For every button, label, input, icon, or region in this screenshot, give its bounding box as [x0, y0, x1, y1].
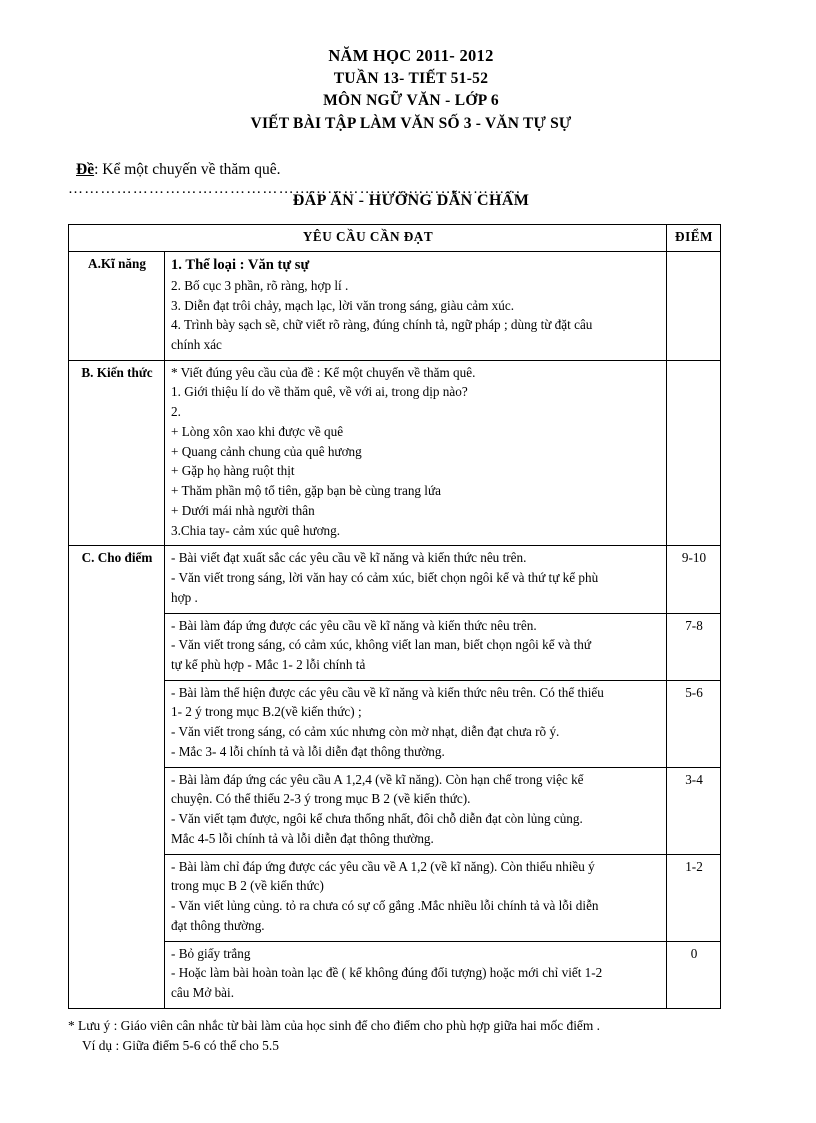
row-line: - Văn viết trong sáng, lời văn hay có cảm xúc, biết chọn ngôi kể và thứ tự kể phù: [171, 570, 599, 586]
row-line: trong mục B 2 (về kiến thức): [171, 878, 324, 894]
row-line: - Bài viết đạt xuất sắc các yêu cầu về kĩ năng và kiến thức nêu trên.: [171, 550, 527, 566]
row-line: chuyện. Có thể thiếu 2-3 ý trong mục B 2 (về kiến thức).: [171, 791, 471, 807]
row-line: + Dưới mái nhà người thân: [171, 502, 315, 518]
column-header-requirements: YÊU CẦU CẦN ĐẠT: [69, 225, 667, 252]
row-line: 1. Thể loại : Văn tự sự: [171, 257, 310, 274]
header-line-subject-grade: MÔN NGỮ VĂN - LỚP 6: [323, 92, 499, 110]
row-line: 3.Chia tay- cảm xúc quê hương.: [171, 522, 341, 538]
row-content: [165, 546, 667, 613]
row-category: C. Cho điểm: [69, 546, 165, 1008]
column-header-score: ĐIỂM: [667, 225, 721, 252]
row-content: [165, 854, 667, 941]
row-content: [165, 613, 667, 680]
prompt-label: Đề: [76, 161, 95, 179]
row-score: [667, 360, 721, 546]
row-line: + Thăm phần mộ tổ tiên, gặp bạn bè cùng trang lứa: [171, 483, 441, 499]
table-row: [69, 613, 721, 680]
grading-rubric-table: [68, 224, 721, 1008]
table-row: [69, 680, 721, 767]
row-category: A.Kĩ năng: [69, 252, 165, 361]
row-category: B. Kiến thức: [69, 360, 165, 546]
prompt-text: : Kể một chuyến về thăm quê.: [94, 161, 281, 179]
table-row: [69, 360, 721, 546]
row-content: [165, 360, 667, 546]
header-line-school-year: NĂM HỌC 2011- 2012: [328, 46, 494, 65]
row-line: 2. Bố cục 3 phần, rõ ràng, hợp lí .: [171, 277, 349, 293]
row-line: Mắc 4-5 lỗi chính tả và lỗi diễn đạt thông thường.: [171, 830, 434, 846]
row-line: + Lòng xôn xao khi được về quê: [171, 423, 344, 439]
table-row: [69, 767, 721, 854]
row-score: 3-4: [667, 767, 721, 854]
row-line: - Bài làm đáp ứng được các yêu cầu về kĩ năng và kiến thức nêu trên.: [171, 617, 537, 633]
row-line: - Văn viết trong sáng, có cảm xúc, không viết lan man, biết chọn ngôi kể và thứ: [171, 637, 592, 653]
row-line: 3. Diễn đạt trôi chảy, mạch lạc, lời văn trong sáng, giàu cảm xúc.: [171, 297, 515, 313]
row-line: tự kể phù hợp - Mắc 1- 2 lỗi chính tả: [171, 657, 366, 672]
prompt-line: [76, 161, 760, 179]
row-content: [165, 252, 667, 361]
table-row: [69, 252, 721, 361]
row-line: - Văn viết tạm được, ngôi kể chưa thống nhất, đôi chỗ diễn đạt còn lủng củng.: [171, 811, 583, 827]
row-line: * Viết đúng yêu cầu của đề : Kể một chuyến về thăm quê.: [171, 364, 476, 380]
document-header: [62, 44, 760, 135]
row-line: 2.: [171, 404, 181, 420]
row-score: 1-2: [667, 854, 721, 941]
row-line: chính xác: [171, 336, 222, 352]
row-content: [165, 767, 667, 854]
row-line: + Gặp họ hàng ruột thịt: [171, 463, 295, 479]
dotted-separator: …………………………………………………………………………: [68, 181, 522, 198]
row-score: 9-10: [667, 546, 721, 613]
row-line: đạt thông thường.: [171, 917, 265, 933]
row-line: - Mắc 3- 4 lỗi chính tả và lỗi diễn đạt thông thường.: [171, 743, 445, 759]
row-line: - Văn viết trong sáng, có cảm xúc nhưng còn mờ nhạt, diễn đạt chưa rõ ý.: [171, 724, 560, 740]
table-row: [69, 854, 721, 941]
row-line: - Bài làm thể hiện được các yêu cầu về kĩ năng và kiến thức nêu trên. Có thể thiếu: [171, 684, 604, 700]
footer-note-line-2: Ví dụ : Giữa điểm 5-6 có thể cho 5.5: [82, 1037, 279, 1053]
footer-note: [68, 1016, 760, 1056]
row-score: [667, 252, 721, 361]
row-score: 7-8: [667, 613, 721, 680]
row-score: 0: [667, 941, 721, 1008]
row-content: [165, 680, 667, 767]
row-line: - Bài làm chỉ đáp ứng được các yêu cầu về A 1,2 (về kĩ năng). Còn thiếu nhiều ý: [171, 858, 595, 874]
table-row: [69, 546, 721, 613]
header-line-week-period: TUẦN 13- TIẾT 51-52: [333, 69, 489, 87]
row-line: câu Mở bài.: [171, 985, 235, 1001]
row-line: 1- 2 ý trong mục B.2(về kiến thức) ;: [171, 704, 362, 720]
table-header-row: [69, 225, 721, 252]
row-content: [165, 941, 667, 1008]
row-line: - Hoặc làm bài hoàn toàn lạc đề ( kể không đúng đối tượng) hoặc mới chỉ viết 1-2: [171, 965, 603, 981]
footer-note-line-1: * Lưu ý : Giáo viên cân nhắc từ bài làm của học sinh để cho điểm cho phù hợp giữa hai mốc điểm .: [68, 1017, 600, 1033]
header-line-assignment-title: VIẾT BÀI TẬP LÀM VĂN SỐ 3 - VĂN TỰ SỰ: [250, 114, 572, 132]
row-line: - Bỏ giấy trắng: [171, 945, 251, 961]
row-line: + Quang cảnh chung của quê hương: [171, 443, 362, 459]
row-line: - Bài làm đáp ứng các yêu cầu A 1,2,4 (về kĩ năng). Còn hạn chế trong việc kể: [171, 771, 584, 787]
table-row: [69, 941, 721, 1008]
answer-key-title: ĐÁP ÁN - HƯỚNG DẪN CHẤM: [292, 192, 530, 210]
row-line: 1. Giới thiệu lí do về thăm quê, về với ai, trong dịp nào?: [171, 384, 468, 400]
row-line: hợp .: [171, 589, 198, 605]
row-line: 4. Trình bày sạch sẽ, chữ viết rõ ràng, đúng chính tả, ngữ pháp ; dùng từ đặt câu: [171, 317, 593, 333]
row-line: - Văn viết lủng củng. tỏ ra chưa có sự cố gắng .Mắc nhiều lỗi chính tả và lỗi diễn: [171, 898, 599, 914]
row-score: 5-6: [667, 680, 721, 767]
